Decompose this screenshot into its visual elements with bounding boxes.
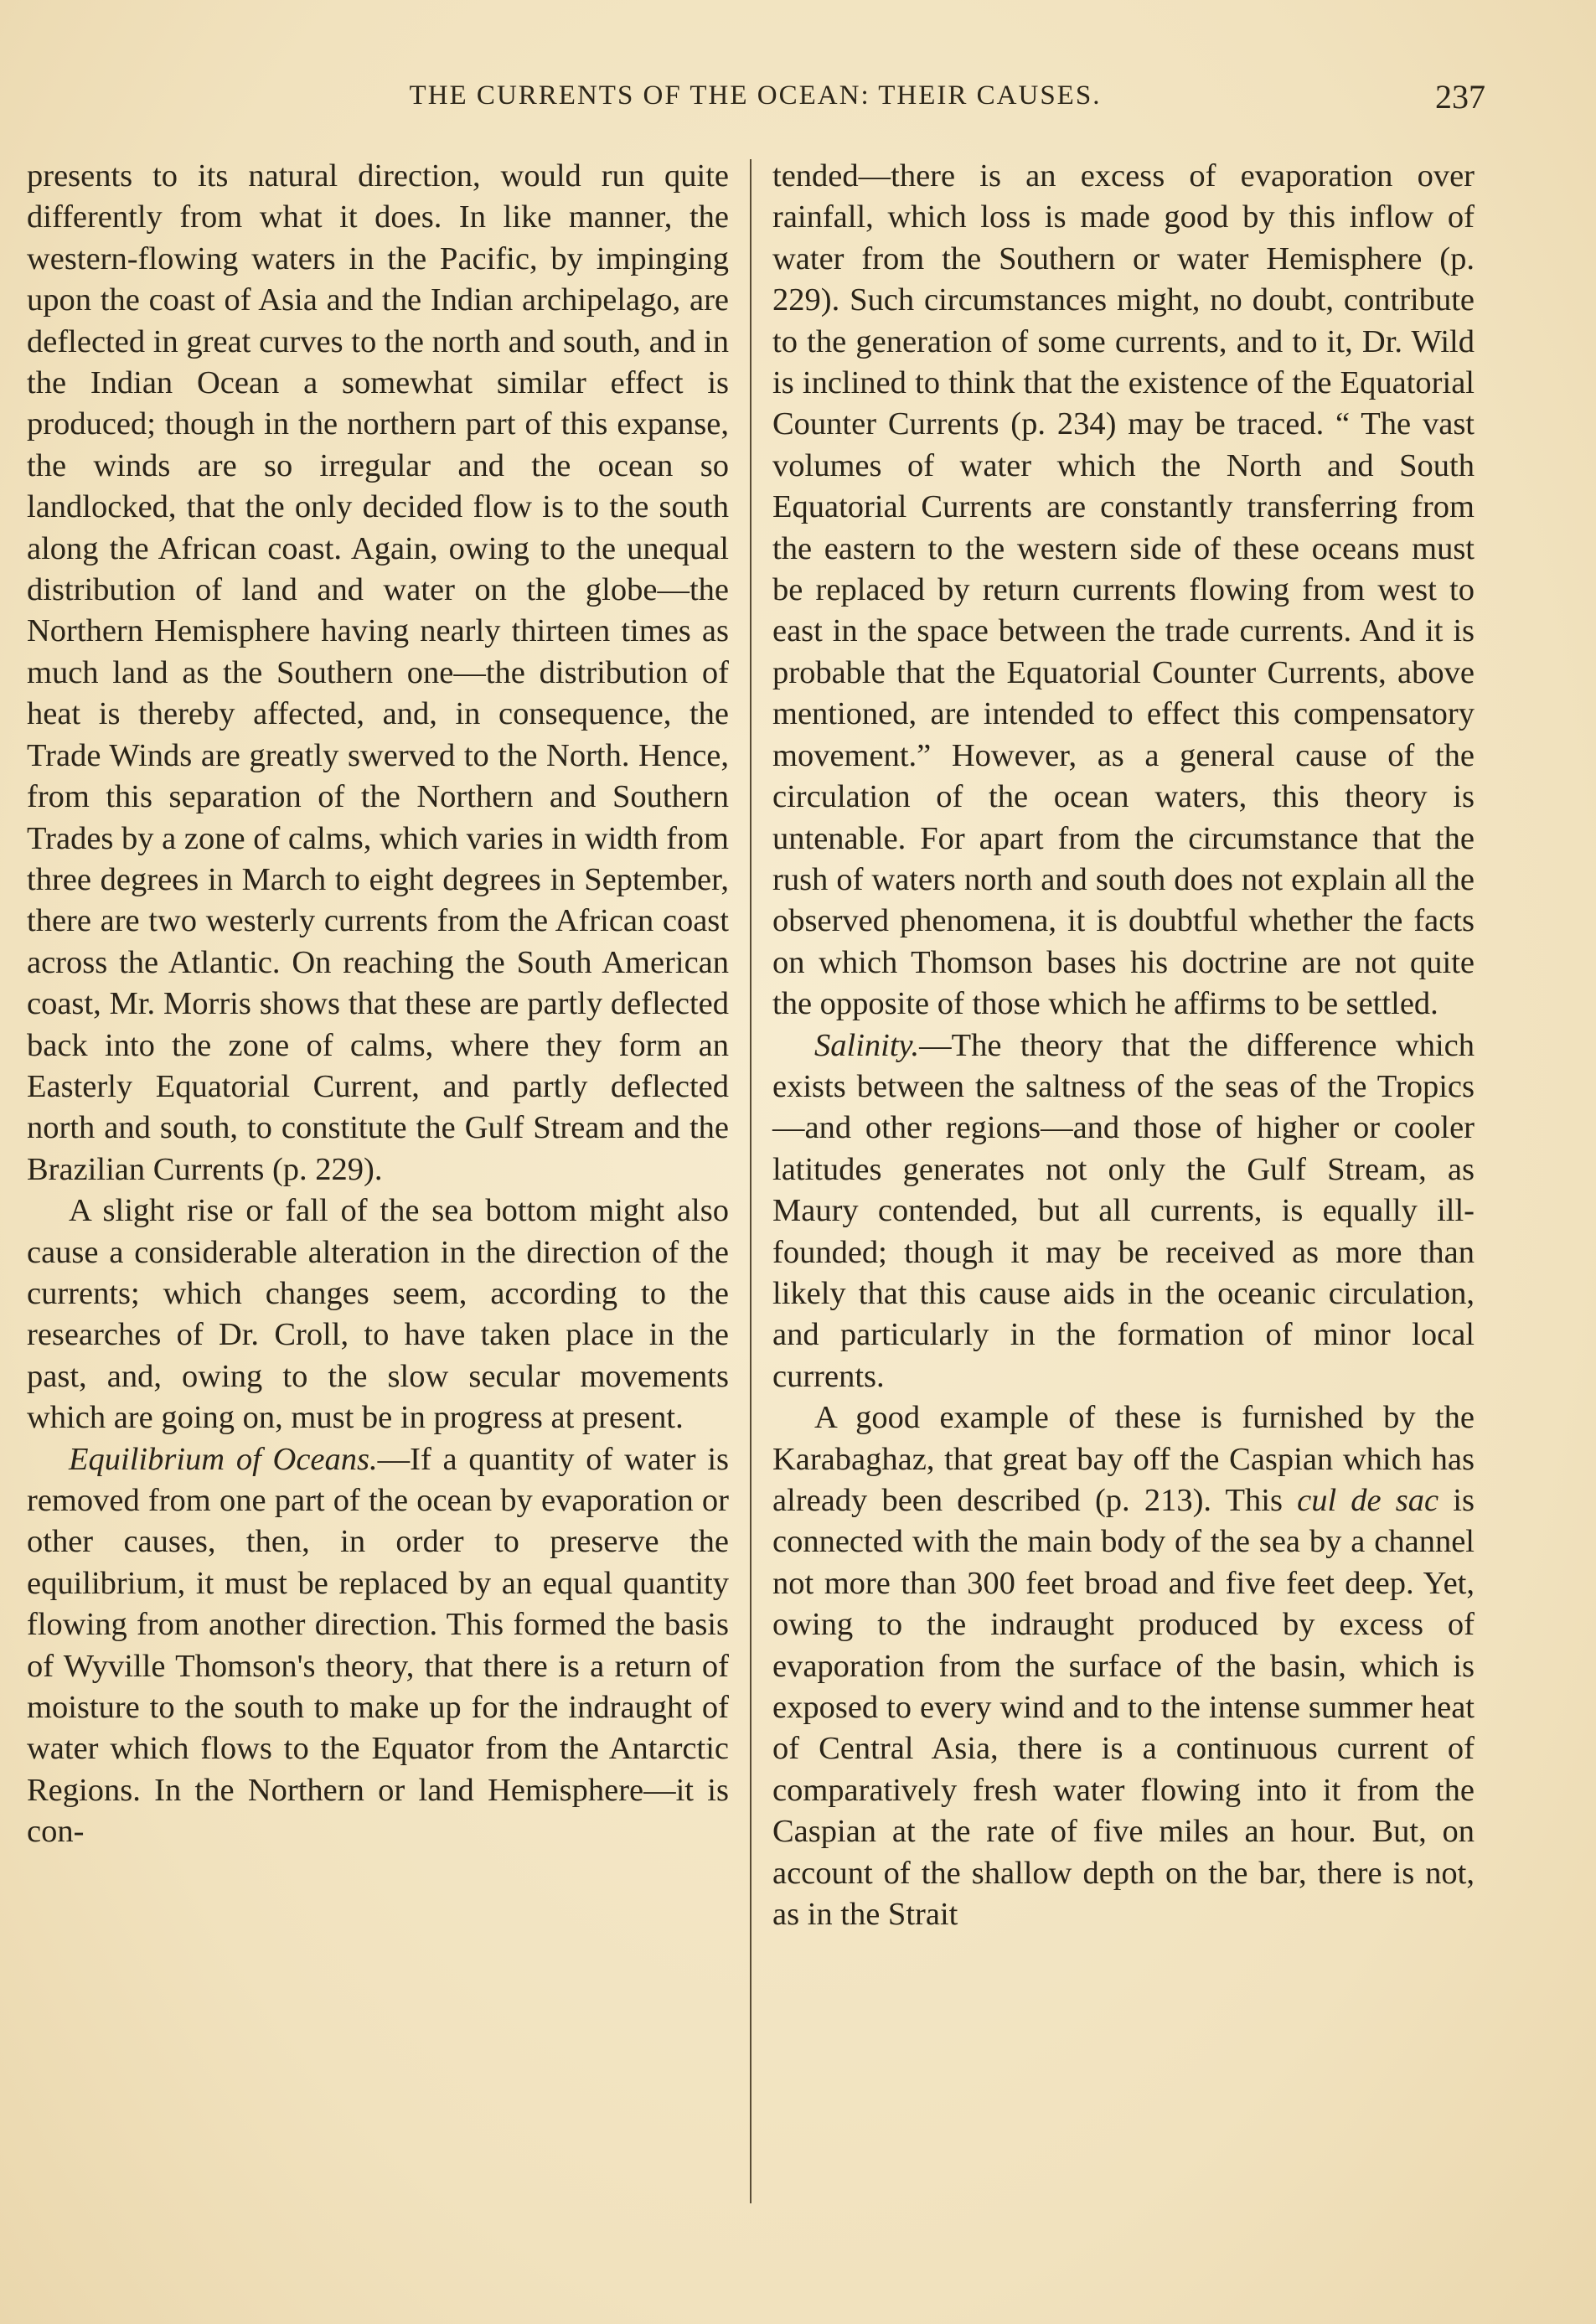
column-rule bbox=[750, 159, 752, 2203]
salinity-heading: Salinity. bbox=[814, 1027, 920, 1063]
equilibrium-text: —If a quantity of water is removed from one part of the ocean by evaporation or other causes, then, in order to preserve the equilibrium, it must be replaced by an equal quantity flowing from another direction. This formed the basis of Wyville Thomson's theory, that there is a return of moisture to the south to make up for the indraught of water which flows to the Equator from the Antarctic Regions. In the Northern or land Hemisphere—it is con- bbox=[27, 1441, 730, 1850]
karabaghaz-text-a: A good example of these is furnished by the Karabaghaz, that great bay off the Caspian which has already been described (p. 213). This bbox=[772, 1400, 1475, 1518]
salinity-text: —The theory that the difference which exists between the saltness of the seas of the Tropics—and other regions—and those of higher or cooler latitudes generates not only the Gulf Stream, as Maury contended, but all currents, is equally ill-founded; though it may be received as more than likely that this cause aids in the oceanic circulation, and particularly in the formation of minor local currents. bbox=[772, 1027, 1475, 1394]
left-paragraph-1: presents to its natural direction, would run quite differently from what it does. In like manner, the western-flowing waters in the Pacific, by impinging upon the coast of Asia and the Indian archipelago, are deflected in great curves to the north and south, and in the Indian Ocean a somewhat similar effect is produced; though in the northern part of this expanse, the winds are so irregular and the ocean so landlocked, that the only decided flow is to the south along the African coast. Again, owing to the unequal distribution of land and water on the globe—the Northern Hemisphere having nearly thirteen times as much land as the Southern one—the distribution of heat is thereby affected, and, in consequence, the Trade Winds are greatly swerved to the North. Hence, from this separation of the Northern and Southern Trades by a zone of calms, which varies in width from three degrees in March to eight degrees in September, there are two westerly currents from the African coast across the Atlantic. On reaching the South American coast, Mr. Morris shows that these are partly deflected back into the zone of calms, where they form an Easterly Equatorial Current, and partly deflected north and south, to constitute the Gulf Stream and the Brazilian Currents (p. 229). bbox=[27, 158, 729, 1187]
left-paragraph-2: A slight rise or fall of the sea bottom might also cause a considerable alteration in the direction of the currents; which changes seem, according to the researches of Dr. Croll, to have taken place in the past, and, owing to the slow secular movements which are going on, must be in progress at present. bbox=[27, 1193, 729, 1436]
page-header bbox=[25, 80, 1485, 122]
right-paragraph-1: tended—there is an excess of evaporation over rainfall, which loss is made good by this inflow of water from the Southern or water Hemisphere (p. 229). Such circumstances might, no doubt, contribute to the generation of some currents, and to it, Dr. Wild is inclined to think that the existence of the Equatorial Counter Currents (p. 234) may be traced. “ The vast volumes of water which the North and South Equatorial Currents are constantly transferring from the eastern to the western side of these oceans must be replaced by return currents flowing from west to east in the space between the trade currents. And it is probable that the Equatorial Counter Currents, above mentioned, are intended to effect this compensatory movement.” However, as a general cause of the circulation of the ocean waters, this theory is untenable. For apart from the circumstance that the rush of waters north and south does not explain all the observed phenomena, it is doubtful whether the facts on which Thomson bases his doctrine are not quite the opposite of those which he affirms to be settled. bbox=[772, 158, 1475, 1022]
equilibrium-heading: Equilibrium of Oceans. bbox=[69, 1441, 378, 1477]
right-paragraph-3 bbox=[772, 1397, 1475, 1935]
karabaghaz-text-b: is connected with the main body of the sea by a channel not more than 300 feet broad and five feet deep. Yet, owing to the indraught produced by excess of evaporation from the surface of the basin, which is exposed to every wind and to the intense summer heat of Central Asia, there is a continuous current of comparatively fresh water flowing into it from the Caspian at the rate of five miles an hour. But, on account of the shallow depth on the bar, there is not, as in the Strait bbox=[772, 1483, 1475, 1933]
page-number: 237 bbox=[1435, 78, 1485, 116]
right-column bbox=[772, 156, 1475, 1935]
right-paragraph-2 bbox=[772, 1025, 1475, 1398]
left-column bbox=[27, 156, 729, 1853]
running-head: THE CURRENTS OF THE OCEAN: THEIR CAUSES. bbox=[409, 80, 1102, 111]
left-paragraph-3 bbox=[27, 1439, 729, 1853]
cul-de-sac-term: cul de sac bbox=[1297, 1483, 1439, 1518]
